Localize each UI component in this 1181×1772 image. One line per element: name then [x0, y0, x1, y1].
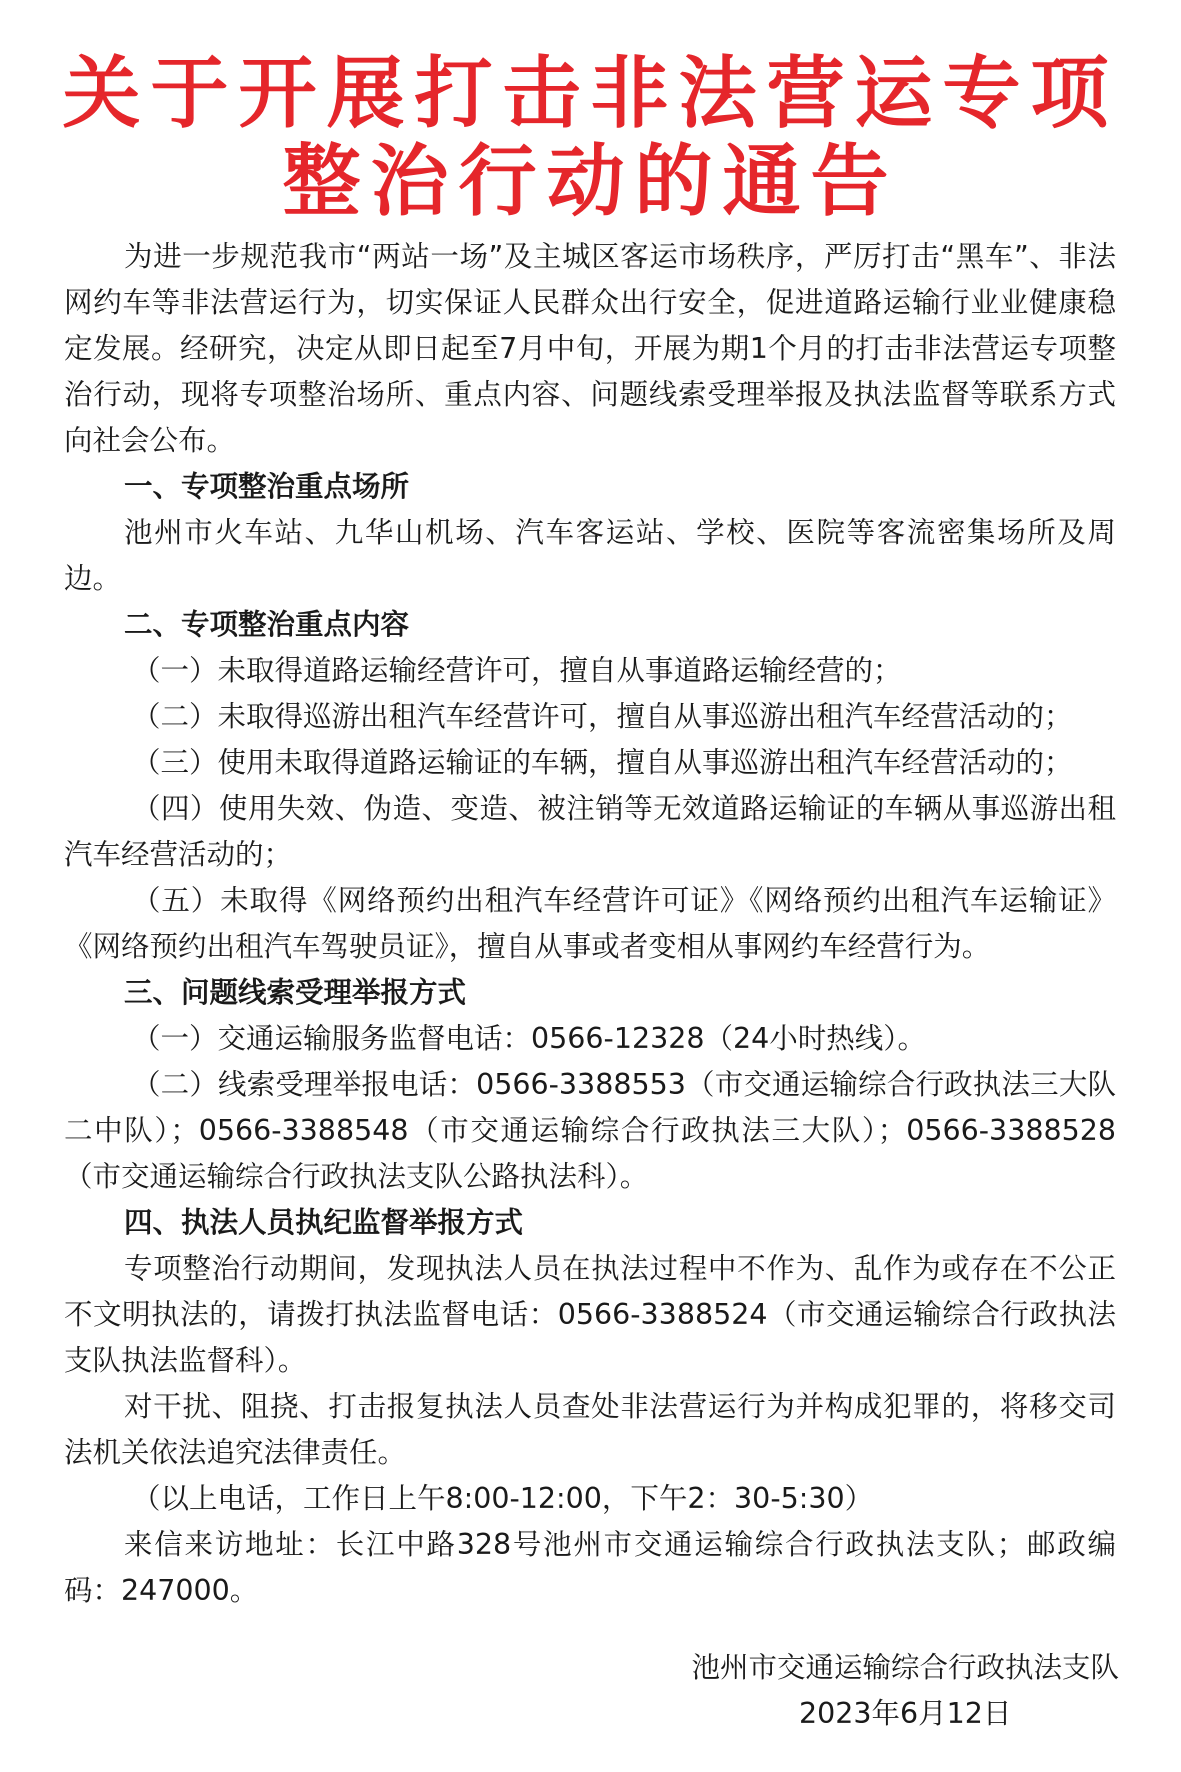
section-4-paragraph-2: 对干扰、阻挠、打击报复执法人员查处非法营运行为并构成犯罪的，将移交司法机关依法追究法律责任。 — [64, 1390, 1116, 1469]
section-3-item-1: （一）交通运输服务监督电话：0566-12328（24小时热线）。 — [132, 1022, 926, 1055]
section-4-heading: 四、执法人员执纪监督举报方式 — [124, 1206, 524, 1239]
section-2-heading: 二、专项整治重点内容 — [124, 608, 410, 641]
issuing-organization: 池州市交通运输综合行政执法支队 — [691, 1651, 1119, 1684]
section-2-item-2: （二）未取得巡游出租汽车经营许可，擅自从事巡游出租汽车经营活动的； — [132, 700, 1073, 733]
section-4-paragraph-1: 专项整治行动期间，发现执法人员在执法过程中不作为、乱作为或存在不公正不文明执法的，请拨打执法监督电话：0566-3388524（市交通运输综合行政执法支队执法监督科）。 — [64, 1252, 1116, 1377]
section-1-heading: 一、专项整治重点场所 — [124, 470, 410, 503]
signature-block — [691, 1645, 1119, 1737]
notice-title-line-1: 关于开展打击非法营运专项 — [62, 49, 1119, 139]
office-hours-note: （以上电话，工作日上午8:00-12:00，下午2：30-5:30） — [132, 1482, 874, 1515]
notice-title-line-2: 整治行动的通告 — [282, 137, 899, 227]
intro-paragraph: 为进一步规范我市“两站一场”及主城区客运市场秩序，严厉打击“黑车”、非法网约车等非法营运行为，切实保证人民群众出行安全，促进道路运输行业业健康稳定发展。经研究，决定从即日起至7月中旬，开展为期1个月的打击非法营运专项整治行动，现将专项整治场所、重点内容、问题线索受理举报及执法监督等联系方式向社会公布。 — [64, 240, 1116, 457]
notice-body — [64, 234, 1116, 1614]
section-2-item-1: （一）未取得道路运输经营许可，擅自从事道路运输经营的； — [132, 654, 902, 687]
section-2-item-3: （三）使用未取得道路运输证的车辆，擅自从事巡游出租汽车经营活动的； — [132, 746, 1073, 779]
section-3-item-2: （二）线索受理举报电话：0566-3388553（市交通运输综合行政执法三大队二中队）；0566-3388548（市交通运输综合行政执法三大队）；0566-3388528（市交通运输综合行政执法支队公路执法科）。 — [64, 1068, 1116, 1193]
section-3-heading: 三、问题线索受理举报方式 — [124, 976, 467, 1009]
section-2-item-4: （四）使用失效、伪造、变造、被注销等无效道路运输证的车辆从事巡游出租汽车经营活动的； — [64, 792, 1116, 871]
section-2-item-5: （五）未取得《网络预约出租汽车经营许可证》《网络预约出租汽车运输证》《网络预约出租汽车驾驶员证》，擅自从事或者变相从事网约车经营行为。 — [64, 884, 1116, 963]
section-1-text: 池州市火车站、九华山机场、汽车客运站、学校、医院等客流密集场所及周边。 — [64, 516, 1116, 595]
issue-date: 2023年6月12日 — [799, 1697, 1012, 1730]
mailing-address: 来信来访地址：长江中路328号池州市交通运输综合行政执法支队；邮政编码：247000。 — [64, 1528, 1116, 1607]
